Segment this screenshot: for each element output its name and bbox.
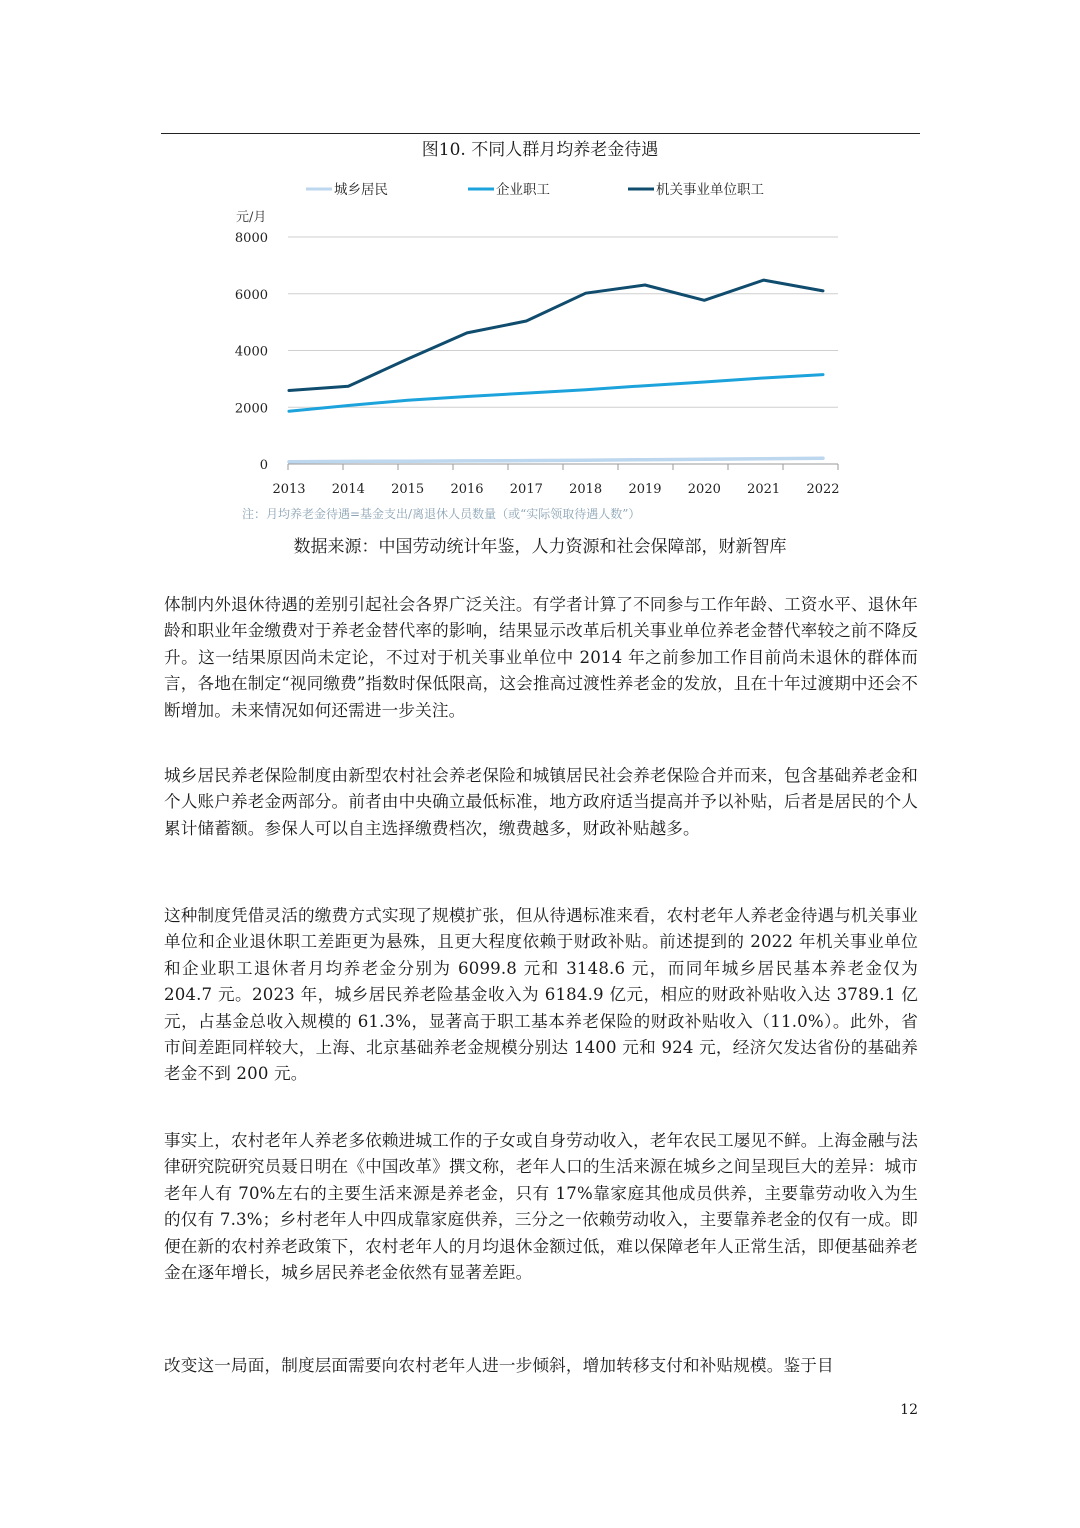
figure-title: 图10. 不同人群月均养老金待遇 bbox=[421, 140, 659, 160]
y-tick-label: 6000 bbox=[234, 287, 268, 303]
line-chart bbox=[0, 0, 1080, 540]
legend-label: 城乡居民 bbox=[334, 182, 388, 198]
series-line bbox=[289, 280, 823, 390]
y-tick-label: 2000 bbox=[234, 401, 268, 417]
x-tick-label: 2014 bbox=[331, 482, 365, 497]
paragraph: 改变这一局面，制度层面需要向农村老年人进一步倾斜，增加转移支付和补贴规模。鉴于目 bbox=[164, 1356, 834, 1375]
paragraph: 事实上，农村老年人养老多依赖进城工作的子女或自身劳动收入，老年农民工屡见不鲜。上海金融与法律研究院研究员聂日明在《中国改革》撰文称，老年人口的生活来源在城乡之间呈现巨大的差异：城市老年人有 70%左右的主要生活来源是养老金，只有 17%靠家庭其他成员供养，主要靠劳动收入为生的仅有 7.3%；乡村老年人中四成靠家庭供养，三分之一依赖劳动收入，主要靠养老金的仅有一成。即便在新的农村养老政策下，农村老年人的月均退休金额过低，难以保障老年人正常生活，即便基础养老金在逐年增长，城乡居民养老金依然有显著差距。 bbox=[164, 1131, 918, 1283]
series-line bbox=[289, 375, 823, 412]
series-line bbox=[289, 458, 823, 462]
figure-note: 注：月均养老金待遇=基金支出/离退休人员数量（或“实际领取待遇人数”） bbox=[242, 507, 641, 521]
paragraph: 城乡居民养老保险制度由新型农村社会养老保险和城镇居民社会养老保险合并而来，包含基础养老金和个人账户养老金两部分。前者由中央确立最低标准，地方政府适当提高并予以补贴，后者是居民的个人累计储蓄额。参保人可以自主选择缴费档次，缴费越多，财政补贴越多。 bbox=[164, 766, 918, 838]
x-tick-label: 2018 bbox=[569, 482, 603, 497]
legend-label: 机关事业单位职工 bbox=[656, 182, 764, 198]
x-tick-label: 2016 bbox=[450, 482, 484, 497]
x-tick-label: 2013 bbox=[272, 482, 306, 497]
y-axis-ticks bbox=[235, 231, 268, 473]
x-axis-ticks bbox=[272, 482, 839, 497]
page-number: 12 bbox=[900, 1402, 918, 1418]
x-tick-label: 2021 bbox=[747, 482, 781, 497]
y-tick-label: 8000 bbox=[234, 231, 268, 246]
figure-source: 数据来源：中国劳动统计年鉴，人力资源和社会保障部，财新智库 bbox=[293, 537, 787, 557]
paragraph: 体制内外退休待遇的差别引起社会各界广泛关注。有学者计算了不同参与工作年龄、工资水平、退休年龄和职业年金缴费对于养老金替代率的影响，结果显示改革后机关事业单位养老金替代率较之前不降反升。这一结果原因尚未定论，不过对于机关事业单位中 2014 年之前参加工作目前尚未退休的群体而言，各地在制定“视同缴费”指数时保低限高，这会推高过渡性养老金的发放，且在十年过渡期中还会不断增加。未来情况如何还需进一步关注。 bbox=[164, 595, 918, 720]
y-tick-label: 0 bbox=[259, 458, 268, 473]
legend-label: 企业职工 bbox=[496, 182, 550, 198]
x-tick-label: 2015 bbox=[391, 482, 425, 497]
x-tick-label: 2017 bbox=[509, 482, 543, 497]
x-tick-label: 2022 bbox=[806, 482, 840, 497]
y-tick-label: 4000 bbox=[234, 344, 268, 360]
chart-legend bbox=[306, 181, 764, 198]
y-axis-label: 元/月 bbox=[236, 210, 267, 225]
paragraph: 这种制度凭借灵活的缴费方式实现了规模扩张，但从待遇标准来看，农村老年人养老金待遇与机关事业单位和企业退休职工差距更为悬殊，且更大程度依赖于财政补贴。前述提到的 2022 年机关事业单位和企业职工退休者月均养老金分别为 6099.8 元和 3148.6 元，而同年城乡居民基本养老金仅为 204.7 元。2023 年，城乡居民养老险基金收入为 6184.9 亿元，相应的财政补贴收入达 3789.1 亿元，占基金总收入规模的 61.3%，显著高于职工基本养老保险的财政补贴收入（11.0%）。此外，省市间差距同样较大，上海、北京基础养老金规模分别达 1400 元和 924 元，经济欠发达省份的基础养老金不到 200 元。 bbox=[164, 906, 918, 1084]
x-tick-label: 2019 bbox=[628, 482, 662, 497]
x-tick-label: 2020 bbox=[687, 482, 721, 497]
chart-series bbox=[289, 280, 823, 462]
chart-gridlines bbox=[288, 237, 838, 470]
